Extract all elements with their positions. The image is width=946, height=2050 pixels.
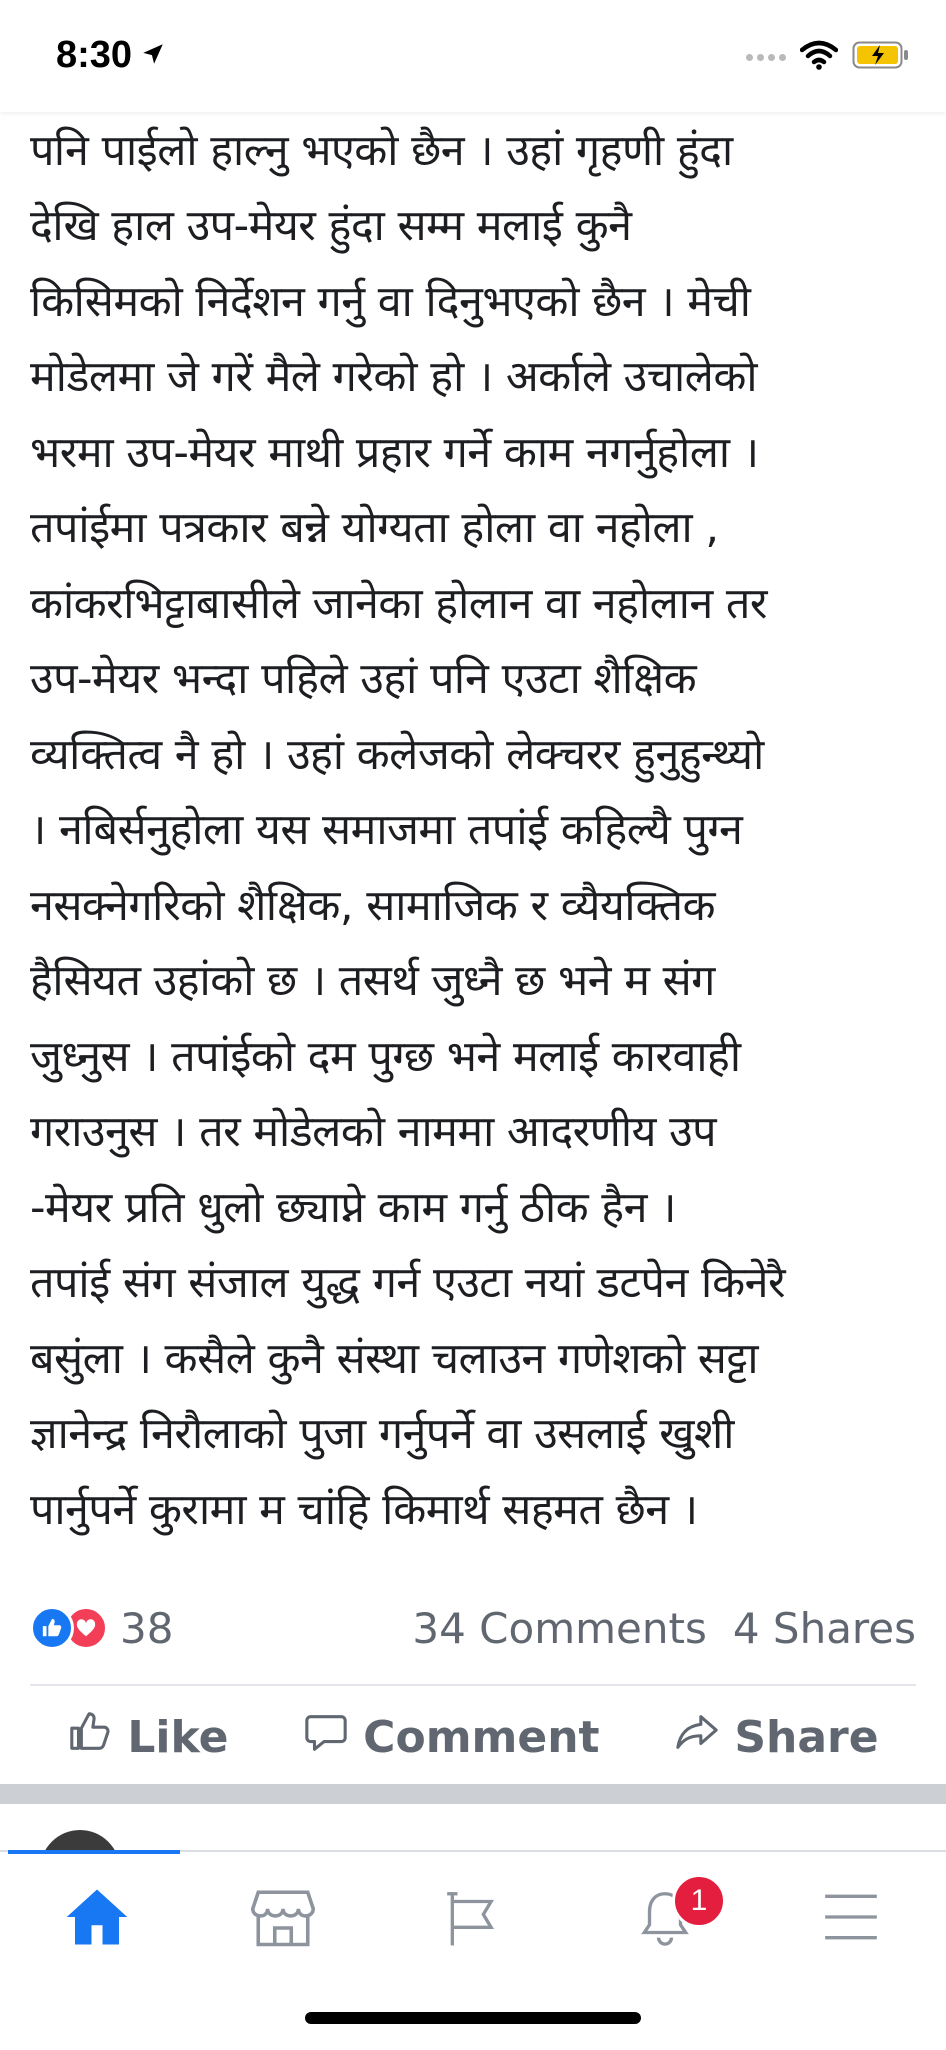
post-line: तपांई संग संजाल युद्ध गर्न एउटा नयां डटपेन किनेरै <box>30 1258 786 1308</box>
nav-marketplace[interactable] <box>228 1874 338 1964</box>
comment-label: Comment <box>363 1711 600 1763</box>
post-line: ज्ञानेन्द्र निरौलाको पुजा गर्नुपर्ने वा उसलाई खुशी <box>30 1409 734 1459</box>
comment-button[interactable] <box>303 1709 599 1766</box>
reaction-icons <box>30 1606 108 1650</box>
nav-notifications[interactable] <box>610 1874 720 1964</box>
nav-home[interactable] <box>42 1874 152 1964</box>
active-tab-indicator <box>8 1850 180 1854</box>
signal-dots-icon <box>746 54 786 61</box>
clock-text: 8:30 <box>56 34 133 76</box>
post-line: उप-मेयर भन्दा पहिले उहां पनि एउटा शैक्षिक <box>30 654 697 704</box>
reaction-count-group[interactable] <box>30 1604 173 1653</box>
post-line: भरमा उप-मेयर माथी प्रहार गर्ने काम नगर्नुहोला । <box>30 427 759 478</box>
post-line: पनि पाईलो हाल्नु भएको छैन । उहां गृहणी हुंदा <box>30 125 733 176</box>
share-arrow-icon <box>674 1709 720 1766</box>
next-post-preview <box>0 1804 946 1850</box>
post-line: बसुंला । कसैले कुनै संस्था चलाउन गणेशको सट्टा <box>30 1333 759 1384</box>
reaction-count: 38 <box>120 1603 174 1653</box>
post-text <box>30 78 920 1578</box>
wifi-icon <box>800 40 838 74</box>
post-line: कांकरभिट्टाबासीले जानेका होलान वा नहोलान तर <box>30 578 768 629</box>
post-line: देखि हाल उप-मेयर हुंदा सम्म मलाई कुनै <box>30 201 632 251</box>
status-bar <box>0 0 946 112</box>
post-line: व्यक्तित्व नै हो । उहां कलेजको लेक्चरर हुनुहुन्थ्यो <box>30 729 764 780</box>
post-line: । नबिर्सनुहोला यस समाजमा तपांई कहिल्यै पुग्न <box>30 805 743 855</box>
feed-separator <box>0 1784 946 1804</box>
post-line: जुध्नुस । तपांईको दम पुग्छ भने मलाई कारवाही <box>30 1031 741 1082</box>
post-line: पार्नुपर्ने कुरामा म चांहि किमार्थ सहमत छैन । <box>30 1484 698 1535</box>
status-icons <box>746 40 910 74</box>
post-line: मोडेलमा जे गरें मैले गरेको हो । अर्काले उचालेको <box>30 352 757 402</box>
divider <box>30 1684 916 1686</box>
avatar[interactable] <box>40 1830 120 1850</box>
post-actions <box>30 1702 916 1772</box>
nav-menu[interactable] <box>796 1874 906 1964</box>
reactions-summary <box>30 1598 916 1658</box>
post-line: -मेयर प्रति धुलो छ्याप्ने काम गर्नु ठीक हैन । <box>30 1182 676 1233</box>
flag-icon <box>442 1886 504 1952</box>
comment-bubble-icon <box>303 1709 349 1766</box>
location-arrow-icon <box>140 34 166 77</box>
thumbs-up-icon <box>67 1709 113 1766</box>
like-reaction-icon <box>30 1606 74 1650</box>
post-line: नसक्नेगरिको शैक्षिक, सामाजिक र व्यैयक्तिक <box>30 880 716 931</box>
post-line: हैसियत उहांको छ । तसर्थ जुध्नै छ भने म संग <box>30 956 715 1006</box>
like-button[interactable] <box>67 1709 228 1766</box>
marketplace-icon <box>250 1886 316 1952</box>
share-button[interactable] <box>674 1709 878 1766</box>
notifications-badge: 1 <box>672 1874 726 1928</box>
post-line: गराउनुस । तर मोडेलको नाममा आदरणीय उप <box>30 1107 717 1157</box>
battery-charging-icon <box>852 40 910 74</box>
nav-pages[interactable] <box>418 1874 528 1964</box>
post-line: किसिमको निर्देशन गर्नु वा दिनुभएको छैन । मेची <box>30 276 751 327</box>
hamburger-menu-icon <box>820 1891 882 1947</box>
engagement-counts <box>412 1604 916 1653</box>
status-time <box>56 34 166 77</box>
home-indicator-bar[interactable] <box>305 2012 641 2024</box>
comments-count-link[interactable]: 34 Comments <box>412 1603 707 1653</box>
shares-count-link[interactable]: 4 Shares <box>732 1603 916 1653</box>
post-line: तपांईमा पत्रकार बन्ने योग्यता होला वा नहोला , <box>30 503 719 553</box>
like-label: Like <box>127 1711 229 1763</box>
home-icon <box>64 1886 130 1952</box>
share-label: Share <box>734 1711 879 1763</box>
